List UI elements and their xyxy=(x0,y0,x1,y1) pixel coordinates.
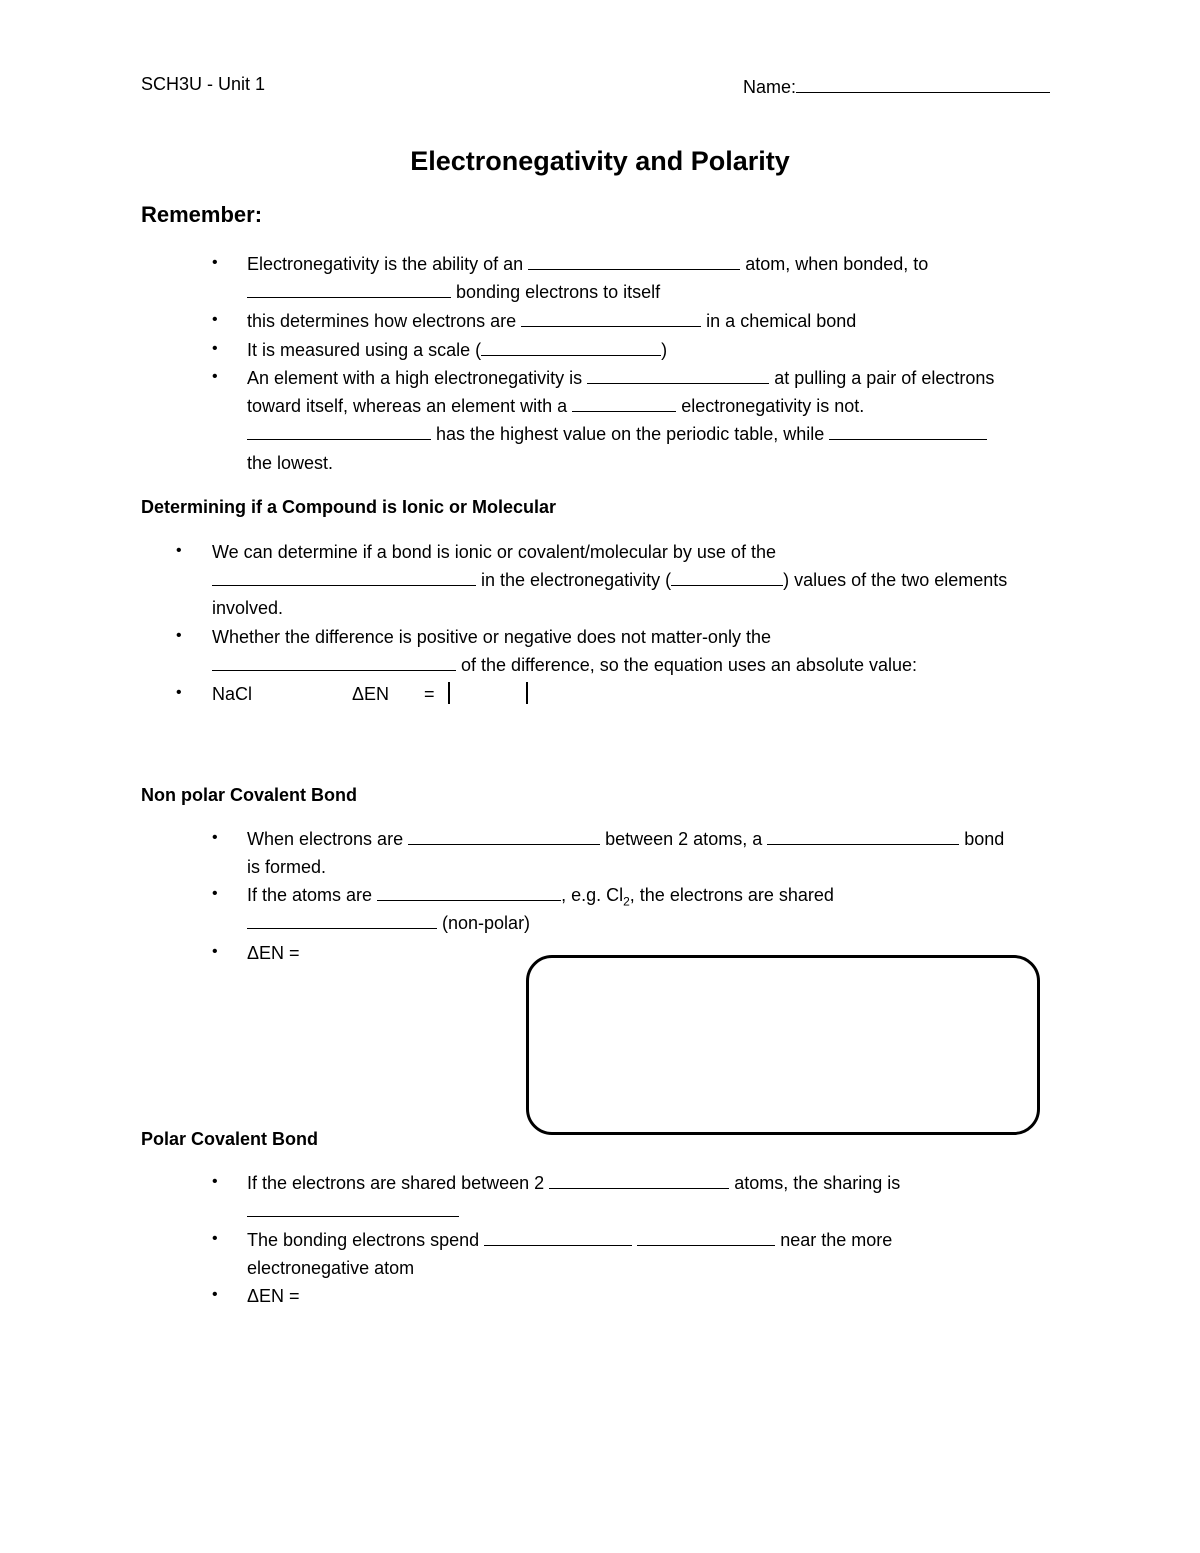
remember-bullet-4-line-2: toward itself, whereas an element with a electronegativity is not. xyxy=(247,392,864,420)
blank-field[interactable] xyxy=(247,421,431,440)
remember-bullet-3: It is measured using a scale ( ) xyxy=(247,336,667,364)
bullet: • xyxy=(212,340,218,357)
answer-box[interactable] xyxy=(526,955,1040,1135)
blank-field[interactable] xyxy=(572,393,676,412)
blank-field[interactable] xyxy=(521,308,701,327)
blank-field[interactable] xyxy=(484,1227,632,1246)
blank-field[interactable] xyxy=(549,1170,729,1189)
nonpolar-bullet-1-line-2: is formed. xyxy=(247,857,327,877)
remember-bullet-4-line-4: the lowest. xyxy=(247,453,334,473)
bullet: • xyxy=(212,943,218,960)
bullet: • xyxy=(212,1173,218,1190)
bullet: • xyxy=(212,1230,218,1247)
blank-field[interactable] xyxy=(247,910,437,929)
polar-heading: Polar Covalent Bond xyxy=(141,1129,319,1149)
bullet: • xyxy=(176,684,182,701)
polar-bullet-1-line-1: If the electrons are shared between 2 atoms, the sharing is xyxy=(247,1169,900,1197)
remember-bullet-1-line-2: bonding electrons to itself xyxy=(247,278,660,306)
blank-field[interactable] xyxy=(637,1227,775,1246)
bullet: • xyxy=(212,1286,218,1303)
course-label: SCH3U - Unit 1 xyxy=(141,74,266,94)
blank-field[interactable] xyxy=(767,826,959,845)
bullet: • xyxy=(212,368,218,385)
bullet: • xyxy=(212,254,218,271)
ionic-bullet-1-line-2: in the electronegativity ( ) values of the two elements xyxy=(212,566,1007,594)
name-field[interactable] xyxy=(743,74,1050,98)
abs-bar-left xyxy=(448,680,450,708)
blank-field[interactable] xyxy=(671,567,783,586)
blank-field[interactable] xyxy=(247,279,451,298)
bullet: • xyxy=(212,885,218,902)
ionic-heading: Determining if a Compound is Ionic or Molecular xyxy=(141,497,557,517)
page-title: Electronegativity and Polarity xyxy=(410,146,790,176)
nonpolar-bullet-2-line-1: If the atoms are , e.g. $Cl_2$, the electrons are shared xyxy=(247,881,834,916)
blank-field[interactable] xyxy=(212,652,456,671)
polar-bullet-2-line-1: The bonding electrons spend near the more xyxy=(247,1226,892,1254)
blank-field[interactable] xyxy=(377,882,561,901)
ionic-bullet-1-line-3: involved. xyxy=(212,598,284,618)
nonpolar-bullet-2-line-2: (non-polar) xyxy=(247,909,530,937)
blank-field[interactable] xyxy=(212,567,476,586)
nacl-compound: NaCl xyxy=(212,684,253,704)
polar-delta-en: ΔEN = xyxy=(247,1286,300,1306)
blank-field[interactable] xyxy=(829,421,987,440)
nonpolar-heading: Non polar Covalent Bond xyxy=(141,785,357,805)
nacl-equals: = xyxy=(424,684,435,704)
abs-bar-right xyxy=(526,680,528,708)
name-blank[interactable] xyxy=(796,74,1050,93)
polar-bullet-2-line-2: electronegative atom xyxy=(247,1258,415,1278)
remember-bullet-1-line-1: Electronegativity is the ability of an atom, when bonded, to xyxy=(247,250,928,278)
blank-field[interactable] xyxy=(408,826,600,845)
bullet: • xyxy=(176,542,182,559)
remember-heading: Remember: xyxy=(141,202,263,227)
name-label: Name: xyxy=(743,77,797,97)
ionic-bullet-2-line-1: Whether the difference is positive or negative does not matter-only the xyxy=(212,627,771,647)
blank-field[interactable] xyxy=(247,1198,459,1217)
polar-bullet-1-line-2 xyxy=(247,1197,459,1225)
ionic-bullet-2-line-2: of the difference, so the equation uses an absolute value: xyxy=(212,651,917,679)
ionic-bullet-1-line-1: We can determine if a bond is ionic or covalent/molecular by use of the xyxy=(212,542,776,562)
subscript: 2 xyxy=(623,894,630,909)
blank-field[interactable] xyxy=(587,365,769,384)
remember-bullet-4-line-1: An element with a high electronegativity is at pulling a pair of electrons xyxy=(247,364,994,392)
nacl-delta-en: ΔEN xyxy=(352,684,390,704)
blank-field[interactable] xyxy=(481,337,661,356)
remember-bullet-4-line-3: has the highest value on the periodic table, while xyxy=(247,420,987,448)
nonpolar-bullet-1-line-1: When electrons are between 2 atoms, a bond xyxy=(247,825,1004,853)
remember-bullet-2: this determines how electrons are in a chemical bond xyxy=(247,307,856,335)
nonpolar-delta-en: ΔEN = xyxy=(247,943,300,963)
bullet: • xyxy=(212,829,218,846)
bullet: • xyxy=(212,311,218,328)
blank-field[interactable] xyxy=(528,251,740,270)
bullet: • xyxy=(176,627,182,644)
